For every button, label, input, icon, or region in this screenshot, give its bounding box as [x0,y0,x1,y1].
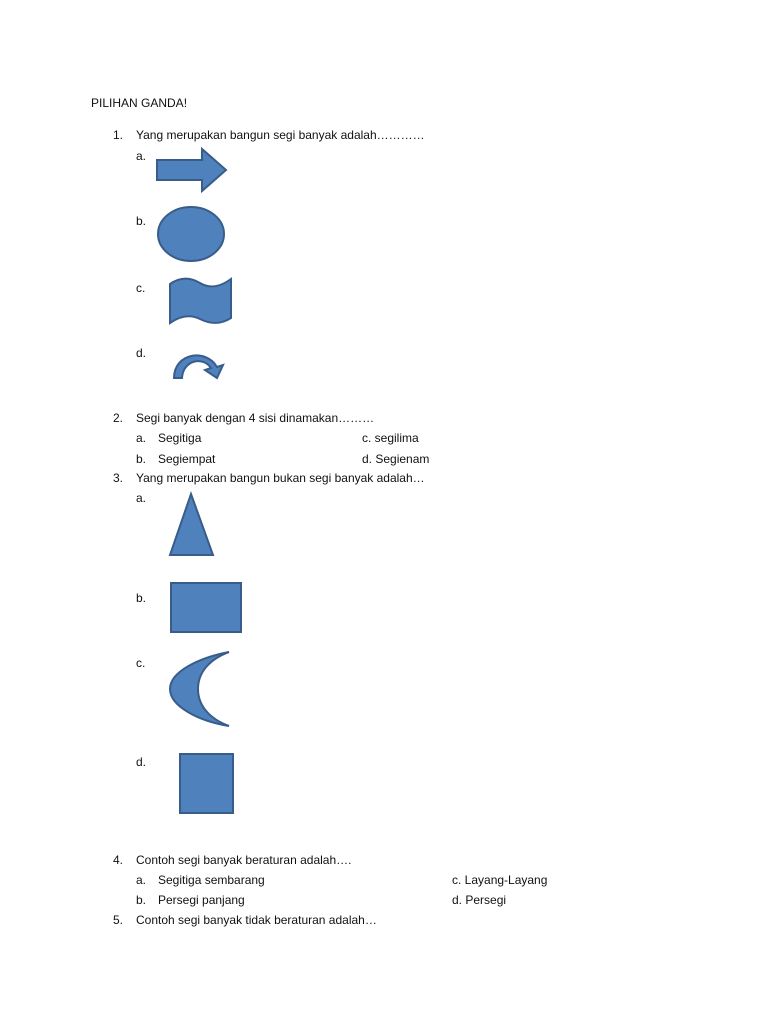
question-1-text: Yang merupakan bangun segi banyak adalah………… [136,128,425,142]
q3-option-c-label: c. [136,656,146,670]
square-icon [178,752,235,815]
q4-option-a-label: a. [136,873,147,887]
q3-option-d-label: d. [136,755,147,769]
rectangle-icon [169,581,243,634]
question-2-text: Segi banyak dengan 4 sisi dinamakan……… [136,411,375,425]
q2-option-b-text: Segiempat [158,452,216,466]
q4-option-b-label: b. [136,893,147,907]
ellipse-icon [156,205,228,265]
question-4-number: 4. [113,853,124,867]
triangle-icon [168,492,216,558]
q4-option-c-text: c. Layang-Layang [452,873,548,887]
q1-option-a-label: a. [136,149,147,163]
q2-option-b-label: b. [136,452,147,466]
q4-option-a-text: Segitiga sembarang [158,873,265,887]
q2-option-c-text: c. segilima [362,431,419,445]
page-title: PILIHAN GANDA! [91,96,188,110]
question-4-text: Contoh segi banyak beraturan adalah…. [136,853,352,867]
q3-option-a-label: a. [136,491,147,505]
wave-flag-icon [168,276,234,326]
curved-arrow-icon [171,347,227,381]
q2-option-d-text: d. Segienam [362,452,430,466]
question-3-text: Yang merupakan bangun bukan segi banyak adalah… [136,471,425,485]
q3-option-b-label: b. [136,591,147,605]
crescent-moon-icon [168,650,232,728]
q1-option-c-label: c. [136,281,146,295]
q4-option-b-text: Persegi panjang [158,893,245,907]
q4-option-d-text: d. Persegi [452,893,507,907]
q2-option-a-text: Segitiga [158,431,202,445]
question-5-text: Contoh segi banyak tidak beraturan adalah… [136,913,377,927]
question-2-number: 2. [113,411,124,425]
q1-option-b-label: b. [136,214,147,228]
question-5-number: 5. [113,913,124,927]
question-1-number: 1. [113,128,124,142]
q2-option-a-label: a. [136,431,147,445]
right-arrow-icon [156,148,228,192]
q1-option-d-label: d. [136,346,147,360]
question-3-number: 3. [113,471,124,485]
